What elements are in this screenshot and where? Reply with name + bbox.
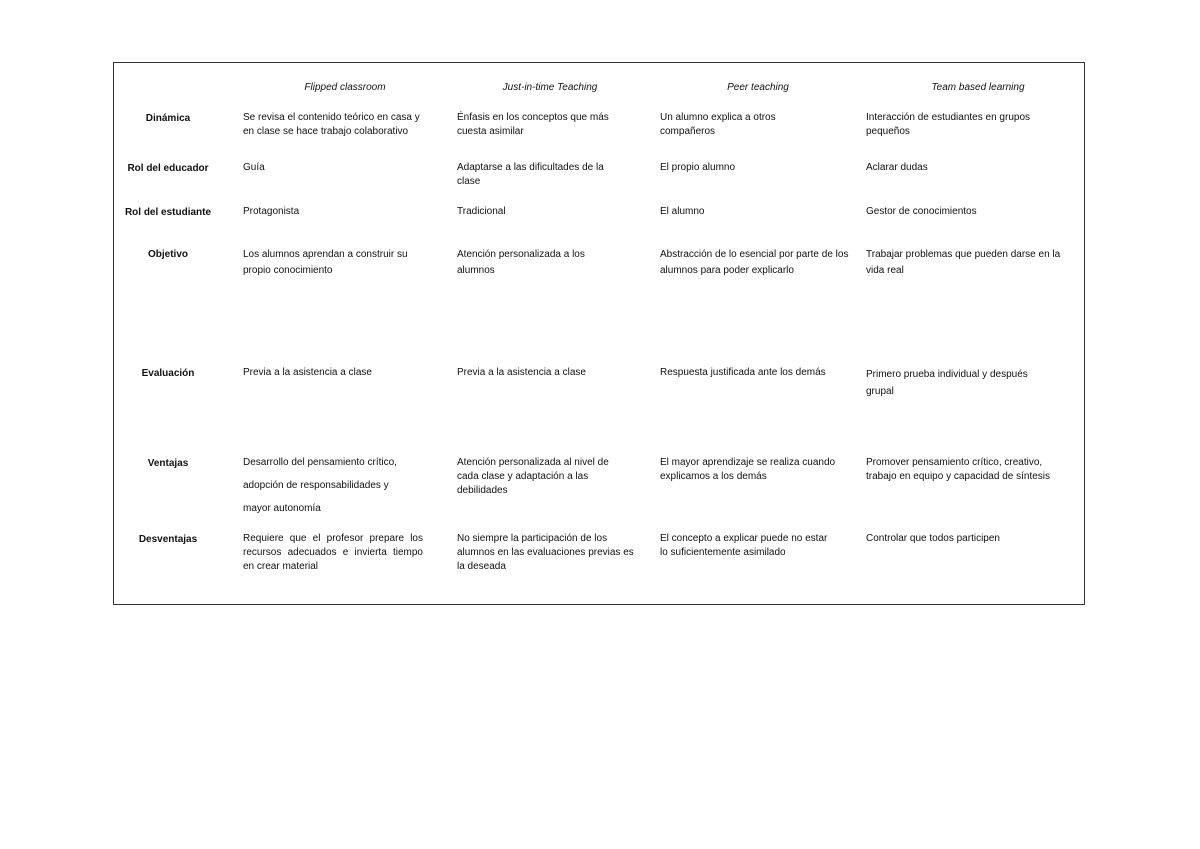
table-cell: Promover pensamiento crítico, creativo, trabajo en equipo y capacidad de síntesis [866, 457, 1051, 482]
column-header-peer-teaching: Peer teaching [727, 82, 789, 93]
table-cell: Aclarar dudas [866, 162, 928, 173]
table-cell: El concepto a explicar puede no estar lo suficientemente asimilado [660, 533, 828, 558]
table-cell: No siempre la participación de los alumnos en las evaluaciones previas es la deseada [457, 533, 634, 572]
table-cell: El propio alumno [660, 162, 736, 173]
row-label-rol-del-educador: Rol del educador [127, 163, 209, 174]
table-cell: Primero prueba individual y después grupal [866, 369, 1028, 397]
table-cell: Trabajar problemas que pueden darse en la vida real [866, 249, 1061, 276]
row-label-rol-del-estudiante: Rol del estudiante [124, 207, 212, 218]
table-cell: Un alumno explica a otros compañeros [660, 112, 776, 137]
column-header-just-in-time-teaching: Just-in-time Teaching [502, 82, 598, 93]
comparison-table-frame [113, 62, 1085, 605]
table-cell: Guía [243, 162, 265, 173]
row-label-objetivo: Objetivo [147, 249, 188, 260]
table-cell: El alumno [660, 206, 705, 217]
table-cell: Protagonista [243, 206, 300, 217]
table-cell: Énfasis en los conceptos que más cuesta asimilar [457, 112, 609, 137]
table-cell: Previa a la asistencia a clase [457, 367, 586, 378]
row-label-desventajas: Desventajas [138, 534, 198, 545]
column-header-team-based-learning: Team based learning [931, 82, 1025, 93]
table-cell: Abstracción de lo esencial por parte de los alumnos para poder explicarlo [660, 249, 849, 276]
table-cell: Controlar que todos participen [866, 533, 1000, 544]
table-cell: El mayor aprendizaje se realiza cuando explicamos a los demás [660, 457, 836, 482]
table-cell: Atención personalizada a los alumnos [457, 249, 585, 276]
row-label-evaluacion: Evaluación [141, 368, 195, 379]
table-cell: Interacción de estudiantes en grupos pequeños [866, 112, 1030, 137]
row-label-ventajas: Ventajas [147, 458, 189, 469]
table-cell: Se revisa el contenido teórico en casa y en clase se hace trabajo colaborativo [243, 112, 420, 137]
row-label-dinamica: Dinámica [145, 113, 191, 124]
table-cell: Previa a la asistencia a clase [243, 367, 372, 378]
table-cell: Desarrollo del pensamiento crítico, adopción de responsabilidades y mayor autonomía [243, 457, 397, 514]
table-cell: Adaptarse a las dificultades de la clase [457, 162, 604, 187]
table-cell: Atención personalizada al nivel de cada clase y adaptación a las debilidades [457, 457, 609, 496]
table-cell: Requiere que el profesor prepare los recursos adecuados e invierta tiempo en crear material [243, 533, 423, 572]
table-cell: Gestor de conocimientos [866, 206, 977, 217]
table-cell: Respuesta justificada ante los demás [660, 367, 826, 378]
table-cell: Los alumnos aprendan a construir su propio conocimiento [243, 249, 408, 276]
column-header-flipped-classroom: Flipped classroom [304, 82, 386, 93]
table-cell: Tradicional [457, 206, 506, 217]
